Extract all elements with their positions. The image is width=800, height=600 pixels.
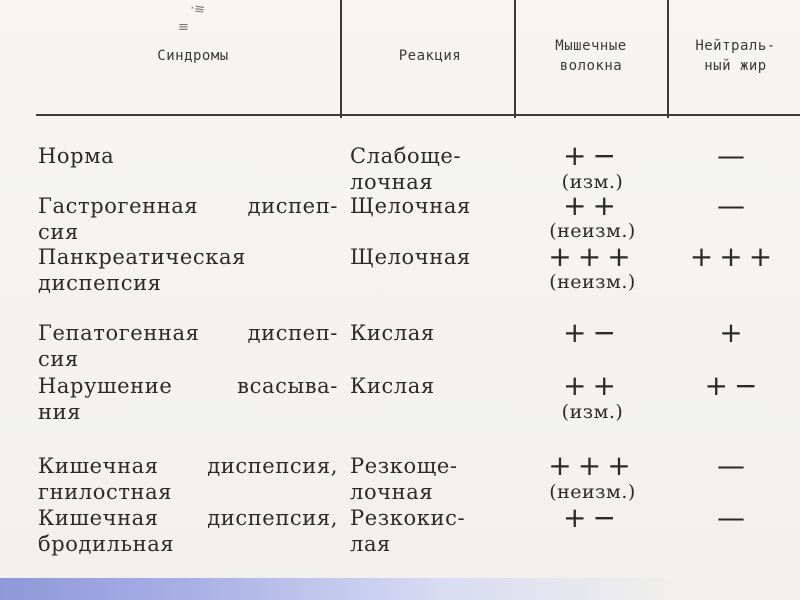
- reaction-line: Кислая: [350, 321, 435, 345]
- neutral-fat-mark: —: [717, 449, 751, 482]
- muscle-fibers-mark: +++: [548, 449, 637, 482]
- neutral-fat-mark: +−: [704, 369, 764, 402]
- muscle-fibers-note: (изм.): [561, 171, 624, 193]
- header-neutral-fat: [671, 36, 800, 76]
- stray-mark: ·≡: [189, 1, 207, 18]
- row-syndrome: [38, 505, 338, 557]
- syndrome-line: Кишечная диспепсия,: [38, 454, 338, 478]
- row-reaction: [350, 244, 510, 270]
- reaction-line: лая: [350, 532, 391, 556]
- header-muscle-fibers-line: Мышечные: [555, 38, 627, 54]
- muscle-fibers-mark: ++: [563, 189, 622, 222]
- header-muscle-fibers-line: волокна: [559, 58, 623, 74]
- header-syndromes: Синдромы: [157, 48, 229, 64]
- muscle-fibers-note: (неизм.): [549, 220, 636, 242]
- row-reaction: [350, 320, 510, 346]
- syndrome-line: сия: [38, 220, 79, 244]
- neutral-fat-mark: —: [717, 501, 751, 534]
- neutral-fat-mark: —: [717, 139, 751, 172]
- reaction-line: Щелочная: [350, 194, 471, 218]
- header-neutral-fat-line: ный жир: [704, 58, 767, 74]
- column-divider: [514, 0, 516, 118]
- row-reaction: [350, 193, 510, 219]
- column-divider: [340, 0, 342, 118]
- muscle-fibers-note: (изм.): [561, 401, 624, 423]
- header-reaction: Реакция: [398, 48, 462, 64]
- reaction-line: Слабоще-: [350, 144, 462, 168]
- syndrome-line: Кишечная диспепсия,: [38, 506, 338, 530]
- reaction-line: Резкоще-: [350, 454, 458, 478]
- reaction-line: лочная: [350, 480, 434, 504]
- muscle-fibers-mark: +++: [548, 240, 637, 273]
- muscle-fibers-note: (неизм.): [549, 271, 636, 293]
- reaction-line: лочная: [350, 170, 434, 194]
- header-muscle-fibers: [518, 36, 664, 76]
- neutral-fat-mark: +++: [689, 240, 779, 273]
- reaction-line: Кислая: [350, 374, 435, 398]
- reaction-line: Щелочная: [350, 245, 471, 269]
- stray-mark: ≡: [178, 20, 189, 35]
- row-reaction: [350, 143, 510, 195]
- muscle-fibers-mark: +−: [563, 501, 622, 534]
- row-syndrome: [38, 193, 338, 245]
- row-syndrome: [38, 453, 338, 505]
- reaction-line: Резкокис-: [350, 506, 466, 530]
- syndrome-line: Гепатогенная диспеп-: [38, 321, 338, 345]
- syndrome-line: бродильная: [38, 532, 175, 556]
- row-syndrome: [38, 244, 338, 296]
- slide-accent-bar: [0, 578, 800, 600]
- muscle-fibers-note: (неизм.): [549, 481, 636, 503]
- header-neutral-fat-line: Нейтраль-: [695, 38, 776, 54]
- neutral-fat-mark: +: [719, 316, 749, 349]
- neutral-fat-mark: —: [717, 189, 751, 222]
- row-reaction: [350, 453, 510, 505]
- syndrome-line: ния: [38, 400, 82, 424]
- syndrome-line: Гастрогенная диспеп-: [38, 194, 338, 218]
- muscle-fibers-mark: +−: [563, 316, 622, 349]
- syndrome-line: Норма: [38, 144, 115, 168]
- syndrome-line: диспепсия: [38, 271, 162, 295]
- header-rule: [36, 114, 800, 116]
- row-reaction: [350, 505, 510, 557]
- row-syndrome: [38, 143, 338, 169]
- syndrome-line: Нарушение всасыва-: [38, 374, 338, 398]
- row-syndrome: [38, 373, 338, 425]
- muscle-fibers-mark: ++: [563, 369, 622, 402]
- syndrome-line: сия: [38, 347, 79, 371]
- column-divider: [667, 0, 669, 118]
- syndrome-line: гнилостная: [38, 480, 173, 504]
- row-reaction: [350, 373, 510, 399]
- muscle-fibers-mark: +−: [563, 139, 622, 172]
- row-syndrome: [38, 320, 338, 372]
- syndrome-line: Панкреатическая: [38, 245, 246, 269]
